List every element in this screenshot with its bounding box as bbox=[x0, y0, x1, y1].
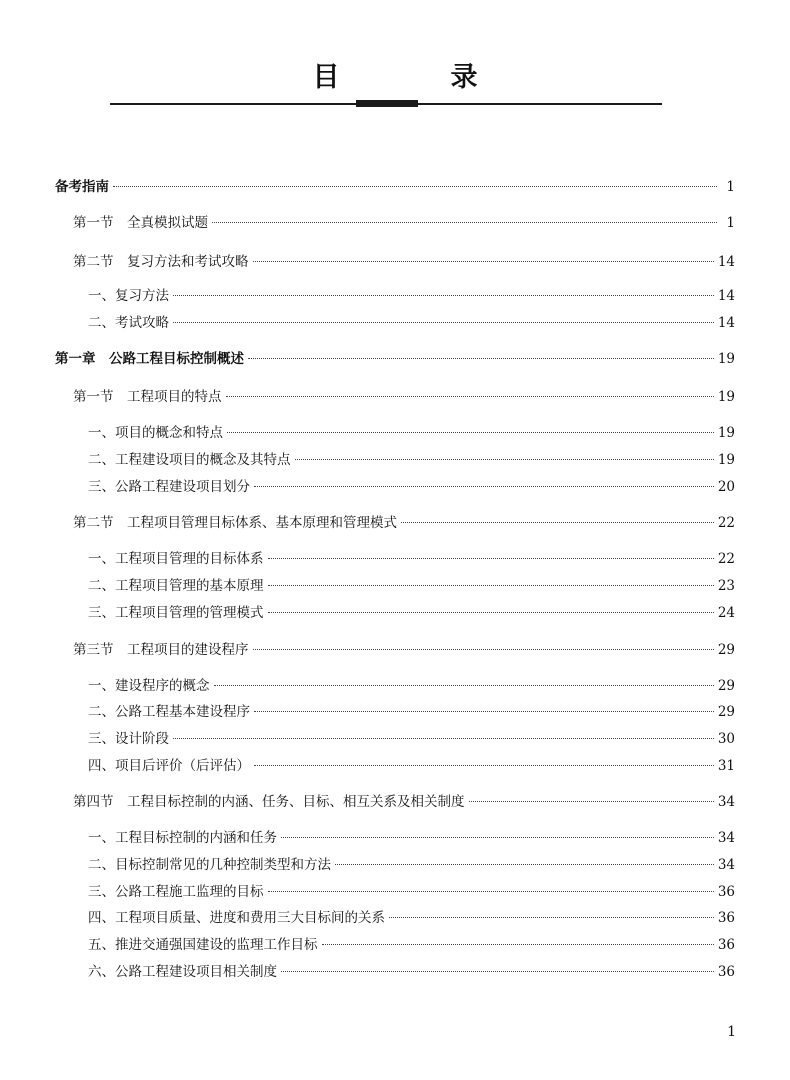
toc-entry-page: 36 bbox=[717, 884, 735, 900]
dot-leader bbox=[113, 186, 717, 187]
toc-entry-item[interactable] bbox=[88, 312, 735, 334]
toc-entry-label: 第二节 复习方法和考试攻略 bbox=[73, 254, 249, 270]
toc-entry-item[interactable] bbox=[88, 701, 735, 723]
toc-entry-label: 二、考试攻略 bbox=[88, 315, 169, 331]
toc-entry-label: 三、公路工程建设项目划分 bbox=[88, 479, 250, 495]
dot-leader bbox=[212, 222, 717, 223]
toc-entry-page: 36 bbox=[717, 910, 735, 926]
toc-entry-label: 五、推进交通强国建设的监理工作目标 bbox=[88, 937, 318, 953]
toc-entry-item[interactable] bbox=[88, 907, 735, 929]
toc-entry-label: 一、项目的概念和特点 bbox=[88, 425, 223, 441]
toc-entry-item[interactable] bbox=[88, 934, 735, 956]
toc-entry-page: 1 bbox=[726, 179, 735, 195]
toc-entry-label: 二、目标控制常见的几种控制类型和方法 bbox=[88, 857, 331, 873]
dot-leader bbox=[173, 738, 714, 739]
toc-entry-label: 第四节 工程目标控制的内涵、任务、目标、相互关系及相关制度 bbox=[73, 794, 465, 810]
dot-leader bbox=[268, 558, 714, 559]
dot-leader bbox=[254, 486, 714, 487]
dot-leader bbox=[401, 522, 714, 523]
toc-entry-item[interactable] bbox=[88, 285, 735, 307]
toc-entry-page: 34 bbox=[717, 830, 735, 846]
dot-leader bbox=[173, 322, 714, 323]
toc-entry-page: 19 bbox=[717, 351, 735, 367]
toc-entry-page: 22 bbox=[717, 551, 735, 567]
toc-entry-item[interactable] bbox=[88, 961, 735, 983]
toc-entry-page: 24 bbox=[717, 605, 735, 621]
toc-entry-item[interactable] bbox=[88, 755, 735, 777]
toc-entry-page: 29 bbox=[717, 704, 735, 720]
toc-entry-item[interactable] bbox=[88, 728, 735, 750]
toc-entry-label: 一、工程目标控制的内涵和任务 bbox=[88, 830, 277, 846]
toc-entry-section[interactable] bbox=[73, 212, 735, 234]
toc-entry-section[interactable] bbox=[73, 791, 735, 813]
dot-leader bbox=[268, 585, 714, 586]
dot-leader bbox=[254, 765, 714, 766]
toc-entry-section[interactable] bbox=[73, 251, 735, 273]
toc-entry-label: 第一节 全真模拟试题 bbox=[73, 215, 208, 231]
toc-entry-page: 36 bbox=[717, 937, 735, 953]
page-title: 目 录 bbox=[312, 62, 520, 93]
dot-leader bbox=[226, 396, 714, 397]
toc-entry-label: 二、工程项目管理的基本原理 bbox=[88, 578, 264, 594]
toc-entry-page: 34 bbox=[717, 794, 735, 810]
toc-entry-label: 三、公路工程施工监理的目标 bbox=[88, 884, 264, 900]
toc-entry-page: 14 bbox=[717, 254, 735, 270]
title-underline-accent bbox=[356, 100, 418, 107]
toc-entry-item[interactable] bbox=[88, 575, 735, 597]
toc-entry-item[interactable] bbox=[88, 422, 735, 444]
toc-entry-label: 三、设计阶段 bbox=[88, 731, 169, 747]
toc-entry-label: 二、工程建设项目的概念及其特点 bbox=[88, 452, 291, 468]
toc-entry-part[interactable] bbox=[55, 176, 735, 198]
toc-entry-page: 1 bbox=[726, 215, 735, 231]
dot-leader bbox=[281, 837, 714, 838]
toc-entry-page: 22 bbox=[717, 515, 735, 531]
toc-entry-item[interactable] bbox=[88, 548, 735, 570]
toc-entry-item[interactable] bbox=[88, 602, 735, 624]
toc-entry-page: 14 bbox=[717, 288, 735, 304]
page-number: 1 bbox=[727, 1024, 736, 1040]
toc-entry-section[interactable] bbox=[73, 639, 735, 661]
toc-entry-page: 31 bbox=[717, 758, 735, 774]
dot-leader bbox=[253, 261, 714, 262]
dot-leader bbox=[322, 944, 714, 945]
toc-entry-page: 29 bbox=[717, 678, 735, 694]
toc-entry-label: 第三节 工程项目的建设程序 bbox=[73, 642, 249, 658]
toc-entry-item[interactable] bbox=[88, 854, 735, 876]
toc-entry-label: 备考指南 bbox=[55, 179, 109, 195]
dot-leader bbox=[268, 612, 714, 613]
dot-leader bbox=[248, 358, 714, 359]
toc-entry-item[interactable] bbox=[88, 476, 735, 498]
dot-leader bbox=[214, 685, 714, 686]
toc-entry-item[interactable] bbox=[88, 675, 735, 697]
toc-entry-section[interactable] bbox=[73, 512, 735, 534]
toc-entry-label: 四、项目后评价（后评估） bbox=[88, 758, 250, 774]
toc-entry-section[interactable] bbox=[73, 386, 735, 408]
dot-leader bbox=[281, 971, 714, 972]
dot-leader bbox=[253, 649, 714, 650]
toc-entry-label: 六、公路工程建设项目相关制度 bbox=[88, 964, 277, 980]
toc-entry-label: 第二节 工程项目管理目标体系、基本原理和管理模式 bbox=[73, 515, 397, 531]
dot-leader bbox=[254, 711, 714, 712]
toc-entry-label: 第一节 工程项目的特点 bbox=[73, 389, 222, 405]
toc-entry-page: 23 bbox=[717, 578, 735, 594]
toc-entry-page: 19 bbox=[717, 425, 735, 441]
dot-leader bbox=[295, 459, 714, 460]
toc-entry-page: 30 bbox=[717, 731, 735, 747]
toc-entry-label: 四、工程项目质量、进度和费用三大目标间的关系 bbox=[88, 910, 385, 926]
toc-entry-page: 20 bbox=[717, 479, 735, 495]
toc-entry-label: 一、建设程序的概念 bbox=[88, 678, 210, 694]
toc-entry-label: 一、复习方法 bbox=[88, 288, 169, 304]
toc-entry-page: 19 bbox=[717, 389, 735, 405]
toc-entry-label: 二、公路工程基本建设程序 bbox=[88, 704, 250, 720]
toc-entry-chapter[interactable] bbox=[55, 348, 735, 370]
dot-leader bbox=[173, 295, 714, 296]
toc-entry-page: 14 bbox=[717, 315, 735, 331]
toc-entry-label: 第一章 公路工程目标控制概述 bbox=[55, 351, 244, 367]
dot-leader bbox=[389, 917, 714, 918]
toc-entry-page: 34 bbox=[717, 857, 735, 873]
dot-leader bbox=[268, 891, 714, 892]
toc-entry-page: 36 bbox=[717, 964, 735, 980]
toc-entry-label: 一、工程项目管理的目标体系 bbox=[88, 551, 264, 567]
toc-entry-page: 19 bbox=[717, 452, 735, 468]
toc-entry-label: 三、工程项目管理的管理模式 bbox=[88, 605, 264, 621]
toc-entry-page: 29 bbox=[717, 642, 735, 658]
toc-entry-item[interactable] bbox=[88, 827, 735, 849]
dot-leader bbox=[227, 432, 714, 433]
toc-entry-item[interactable] bbox=[88, 881, 735, 903]
dot-leader bbox=[469, 801, 714, 802]
toc-entry-item[interactable] bbox=[88, 449, 735, 471]
dot-leader bbox=[335, 864, 714, 865]
